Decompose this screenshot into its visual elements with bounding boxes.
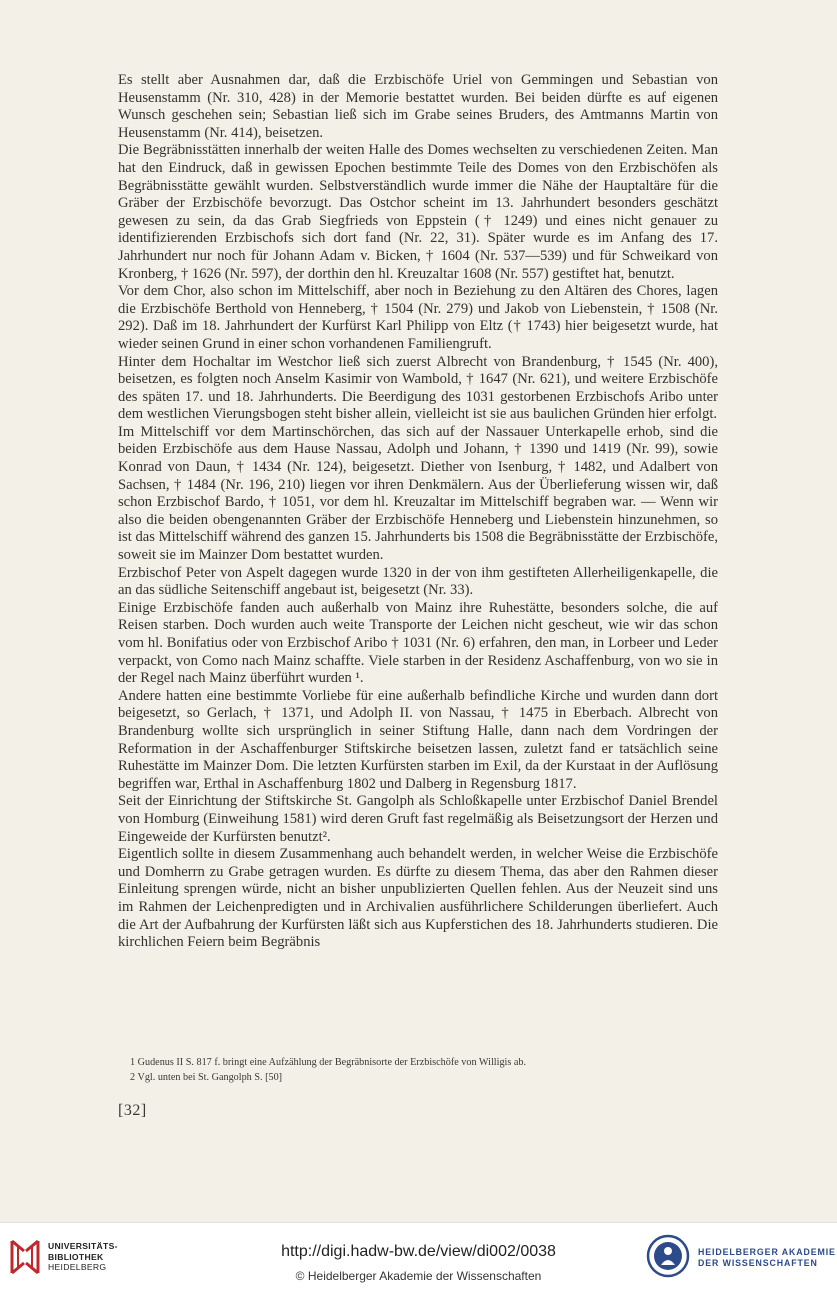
paragraph-7: Einige Erzbischöfe fanden auch außerhalb von Mainz ihre Ruhestätte, besonders solche, die auf Reisen starben. Doch wurden auch weite Transporte der Leichen nicht gescheut, wie wir das schon vom hl. Bonifatius oder von Erzbischof Aribo † 1031 (Nr. 6) erfahren, den man, in Lorbeer und Leder verpackt, von Como nach Mainz schaffte. Viele starben in der Residenz Aschaffenburg, von wo sie in der Regel nach Mainz überführt wurden ¹. — [118, 599, 718, 687]
paragraph-10: Eigentlich sollte in diesem Zusammenhang auch behandelt werden, in welcher Weise die Erzbischöfe und Domherrn zu Grabe getragen wurden. Es dürfte zu diesem Thema, das aber den Rahmen dieser Einleitung sprengen würde, nicht an bisher unpublizierten Quellen fehlen. Aus der Neuzeit sind uns im Rahmen der Leichenpredigten und in Archivalien ausführlichere Schilderungen überliefert. Auch die Art der Aufbahrung der Kurfürsten läßt sich aus Kupferstichen des 18. Jahrhunderts studieren. Die kirchlichen Feiern beim Begräbnis — [118, 846, 718, 951]
academy-line-1: HEIDELBERGER AKADEMIE — [698, 1247, 836, 1257]
paragraph-2: Die Begräbnisstätten innerhalb der weiten Halle des Domes wechselten zu verschiedenen Zeiten. Man hat den Eindruck, daß in gewissen Epochen bestimmte Teile des Domes von den Erzbischöfen als Begräbnisstätte gewählt wurden. Selbstverständlich wurde immer die Nähe der Hauptaltäre für die Gräber der Erzbischöfe bevorzugt. Das Ostchor scheint im 13. Jahrhundert besonders geschätzt gewesen zu sein, da das Grab Siegfrieds von Eppstein († 1249) und eines nicht genauer zu identifizierenden Erzbischofs sich dort fand (Nr. 22, 31). Später wurde es im Anfang des 17. Jahrhundert nur noch für Johann Adam v. Bicken, † 1604 (Nr. 537—539) und für Schweikard von Kronberg, † 1626 (Nr. 597), der dorthin den hl. Kreuzaltar 1608 (Nr. 557) gestiftet hat, benutzt. — [118, 142, 718, 282]
library-line-2: BIBLIOTHEK — [48, 1251, 104, 1262]
page-number: [32] — [118, 1102, 147, 1119]
hadw-text — [698, 1247, 836, 1269]
paragraph-5: Im Mittelschiff vor dem Martinschörchen, das sich auf der Nassauer Unterkapelle erhob, sind die beiden Erzbischöfe aus dem Hause Nassau, Adolph und Johann, † 1390 und 1419 (Nr. 99), sowie Konrad von Daun, † 1434 (Nr. 124), beigesetzt. Diether von Isenburg, † 1482, und Adalbert von Sachsen, † 1484 (Nr. 196, 210) liegen vor ihren Denkmälern. Aus der Überlieferung wissen wir, daß schon Erzbischof Bardo, † 1051, vor dem hl. Kreuzaltar im Mittelschiff begraben war. — Wenn wir also die beiden obengenannten Gräber der Erzbischöfe Henneberg und Liebenstein hinzunehmen, so ist das Mittelschiff während des ganzen 15. Jahrhunderts bis 1508 die Begräbnisstätte der Erzbischöfe, soweit sie im Mainzer Dom bestattet wurden. — [118, 423, 718, 564]
footnotes — [130, 1055, 720, 1085]
footnote-2: 2 Vgl. unten bei St. Gangolph S. [50] — [130, 1072, 283, 1083]
viewer-footer — [0, 1222, 837, 1289]
library-line-1: UNIVERSITÄTS- — [48, 1241, 118, 1251]
paragraph-3: Vor dem Chor, also schon im Mittelschiff, aber noch in Beziehung zu den Altären des Chores, lagen die Erzbischöfe Berthold von Henneberg, † 1504 (Nr. 279) und Jakob von Liebenstein, † 1508 (Nr. 292). Daß im 18. Jahrhundert der Kurfürst Karl Philipp von Eltz († 1743) hier beigesetzt wurde, hat wieder seinen Grund in einer schon vorhandenen Familiengruft. — [118, 283, 718, 352]
paragraph-9: Seit der Einrichtung der Stiftskirche St. Gangolph als Schloßkapelle unter Erzbischof Daniel Brendel von Homburg (Einweihung 1581) wird deren Gruft fast regelmäßig als Beisetzungsort der Herzen und Eingeweide der Kurfürsten benutzt². — [118, 793, 718, 845]
paragraph-4: Hinter dem Hochaltar im Westchor ließ sich zuerst Albrecht von Brandenburg, † 1545 (Nr. 400), beisetzen, es folgten noch Anselm Kasimir von Wambold, † 1647 (Nr. 621), und weitere Erzbischöfe des späten 17. und 18. Jahrhunderts. Die Beerdigung des 1031 gestorbenen Erzbischofs Aribo unter dem westlichen Vierungsbogen steht bisher allein, vielleicht ist sie aus baulichen Gründen hier erfolgt. — [118, 353, 718, 423]
hadw-seal-icon[interactable] — [646, 1234, 690, 1278]
paragraph-8: Andere hatten eine bestimmte Vorliebe für eine außerhalb befindliche Kirche und wurden dann dort beigesetzt, so Gerlach, † 1371, und Adolph II. von Nassau, † 1475 in Eberbach. Albrecht von Brandenburg wollte sich ursprünglich in seiner Stiftung Halle, dann nach dem Vordringen der Reformation in der Aschaffenburger Stiftskirche beisetzen lassen, zuletzt fand er tatsächlich seine Ruhestätte im Mainzer Dom. Die letzten Kurfürsten starben im Exil, da der Kurstaat in der Auflösung begriffen war, Erthal in Aschaffenburg 1802 und Dalberg in Regensburg 1817. — [118, 687, 718, 792]
permalink-url[interactable]: http://digi.hadw-bw.de/view/di002/0038 — [281, 1243, 556, 1260]
main-text — [118, 72, 718, 952]
library-line-3: HEIDELBERG — [48, 1262, 107, 1272]
copyright-notice: © Heidelberger Akademie der Wissenschaften — [295, 1269, 542, 1283]
paragraph-1: Es stellt aber Ausnahmen dar, daß die Erzbischöfe Uriel von Gemmingen und Sebastian von Heusenstamm (Nr. 310, 428) in der Memorie bestattet wurden. Bei beiden dürfte es auf eigenen Wunsch geschehen sein; Sebastian ließ sich im Grabe seines Bruders, des Amtmanns Martin von Heusenstamm (Nr. 414), beisetzen. — [118, 72, 718, 141]
academy-line-2: DER WISSENSCHAFTEN — [698, 1258, 818, 1268]
paragraph-6: Erzbischof Peter von Aspelt dagegen wurde 1320 in der von ihm gestifteten Allerheiligenkapelle, die an das südliche Seitenschiff angebaut ist, beigesetzt (Nr. 33). — [118, 564, 718, 599]
footnote-1: 1 Gudenus II S. 817 f. bringt eine Aufzählung der Begräbnisorte der Erzbischöfe von Willigis ab. — [130, 1057, 527, 1068]
